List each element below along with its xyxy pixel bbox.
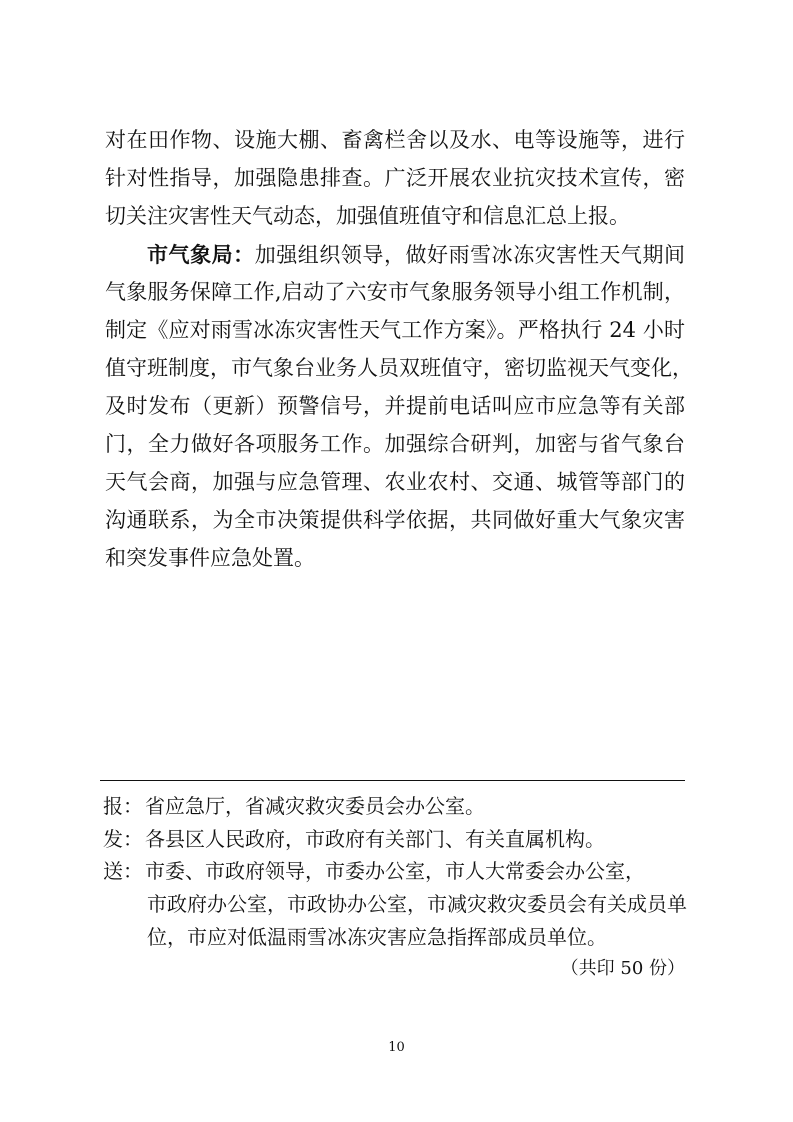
body-paragraph-line: 气象服务保障工作,启动了六安市气象服务领导小组工作机制，	[105, 280, 685, 304]
section-first-line	[147, 242, 685, 268]
body-paragraph-line: 天气会商，加强与应急管理、农业农村、交通、城管等部门的	[105, 470, 685, 494]
body-paragraph-line: 及时发布（更新）预警信号，并提前电话叫应市应急等有关部	[105, 394, 685, 418]
print-copies-note: （共印 50 份）	[560, 958, 685, 979]
distribution-issue-label: 发：	[103, 827, 143, 851]
distribution-send-label: 送：	[103, 859, 143, 883]
body-paragraph-line: 沟通联系，为全市决策提供科学依据，共同做好重大气象灾害	[105, 508, 685, 532]
page-number: 10	[388, 1040, 405, 1055]
distribution-issue-recipients: 各县区人民政府，市政府有关部门、有关直属机构。	[145, 827, 605, 851]
distribution-send-continuation: 位，市应对低温雨雪冰冻灾害应急指挥部成员单位。	[147, 925, 607, 949]
section-first-line-text: 加强组织领导，做好雨雪冰冻灾害性天气期间	[254, 243, 686, 267]
body-paragraph-line: 门，全力做好各项服务工作。加强综合研判，加密与省气象台	[105, 432, 685, 456]
distribution-top-rule	[100, 780, 685, 781]
distribution-report-recipients: 省应急厅，省减灾救灾委员会办公室。	[145, 794, 485, 818]
distribution-report-label: 报：	[103, 794, 143, 818]
body-paragraph-line: 针对性指导，加强隐患排查。广泛开展农业抗灾技术宣传，密	[105, 166, 685, 190]
section-heading: 市气象局：	[147, 242, 255, 267]
distribution-send-continuation: 市政府办公室，市政协办公室，市减灾救灾委员会有关成员单	[147, 892, 687, 916]
distribution-send-recipients: 市委、市政府领导，市委办公室，市人大常委会办公室，	[145, 859, 645, 883]
body-paragraph-line: 对在田作物、设施大棚、畜禽栏舍以及水、电等设施等，进行	[105, 128, 685, 152]
body-paragraph-line: 制定《应对雨雪冰冻灾害性天气工作方案》。严格执行 24 小时	[105, 318, 685, 342]
body-paragraph-line: 值守班制度，市气象台业务人员双班值守，密切监视天气变化，	[105, 356, 693, 380]
body-paragraph-line: 和突发事件应急处置。	[105, 546, 315, 570]
body-paragraph-line: 切关注灾害性天气动态，加强值班值守和信息汇总上报。	[105, 204, 630, 228]
